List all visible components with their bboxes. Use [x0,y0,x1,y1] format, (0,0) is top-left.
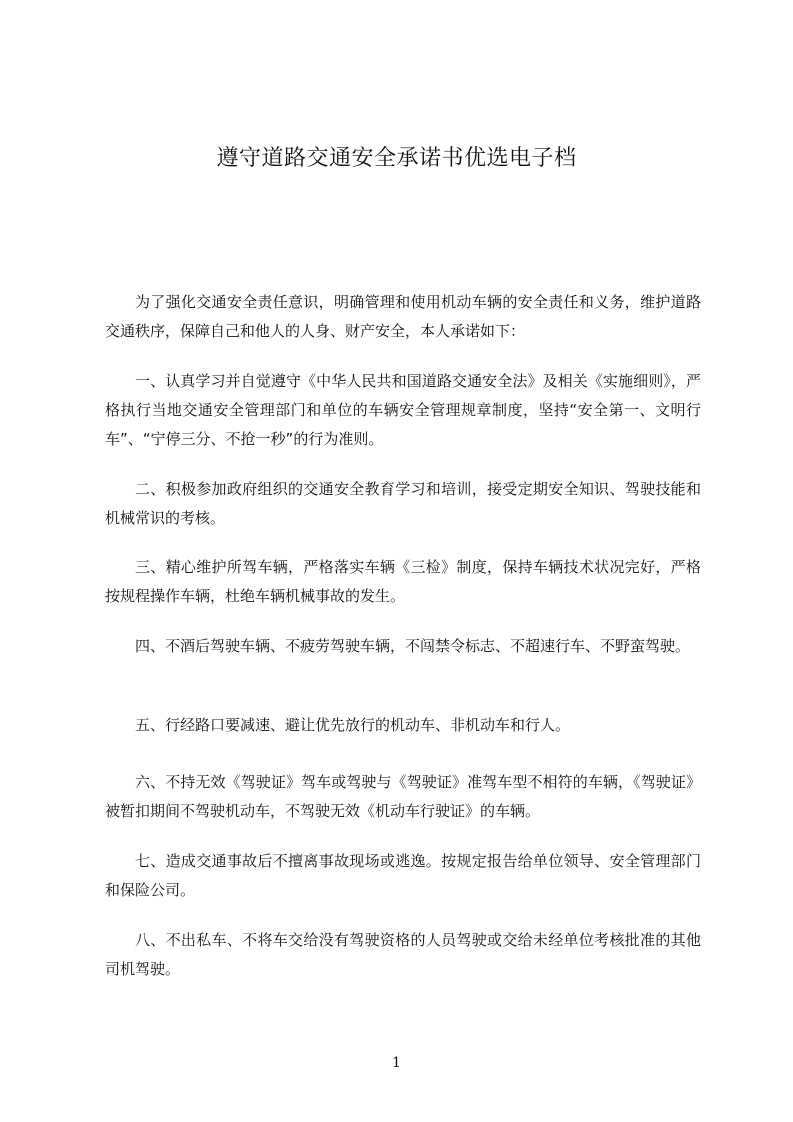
page-number: 1 [392,1055,401,1071]
clause-6-paragraph: 六、不持无效《驾驶证》驾车或驾驶与《驾驶证》准驾车型不相符的车辆，《驾驶证》被暂扣期间不驾驶机动车，不驾驶无效《机动车行驶证》的车辆。 [105,773,701,820]
clause-5-paragraph: 五、行经路口要减速、避让优先放行的机动车、非机动车和行人。 [135,716,571,734]
clause-1-paragraph: 一、认真学习并自觉遵守《中华人民共和国道路交通安全法》及相关《实施细则》，严格执行当地交通安全管理部门和单位的车辆安全管理规章制度，坚持“安全第一、文明行车”、“宁停三分、不抢一秒”的行为准则。 [105,372,701,448]
intro-paragraph: 为了强化交通安全责任意识，明确管理和使用机动车辆的安全责任和义务，维护道路交通秩序，保障自己和他人的人身、财产安全，本人承诺如下： [105,293,701,340]
clause-4-paragraph: 四、不酒后驾驶车辆、不疲劳驾驶车辆，不闯禁令标志、不超速行车、不野蛮驾驶。 [135,637,691,655]
clause-8-paragraph: 八、不出私车、不将车交给没有驾驶资格的人员驾驶或交给未经单位考核批准的其他司机驾驶。 [105,931,701,978]
clause-7-paragraph: 七、造成交通事故后不擅离事故现场或逃逸。按规定报告给单位领导、安全管理部门和保险公司。 [105,852,701,899]
clause-3-paragraph: 三、精心维护所驾车辆，严格落实车辆《三检》制度，保持车辆技术状况完好，严格按规程操作车辆，杜绝车辆机械事故的发生。 [105,558,701,605]
clause-2-paragraph: 二、积极参加政府组织的交通安全教育学习和培训，接受定期安全知识、驾驶技能和机械常识的考核。 [105,480,701,527]
document-title: 遵守道路交通安全承诺书优选电子档 [216,146,577,171]
